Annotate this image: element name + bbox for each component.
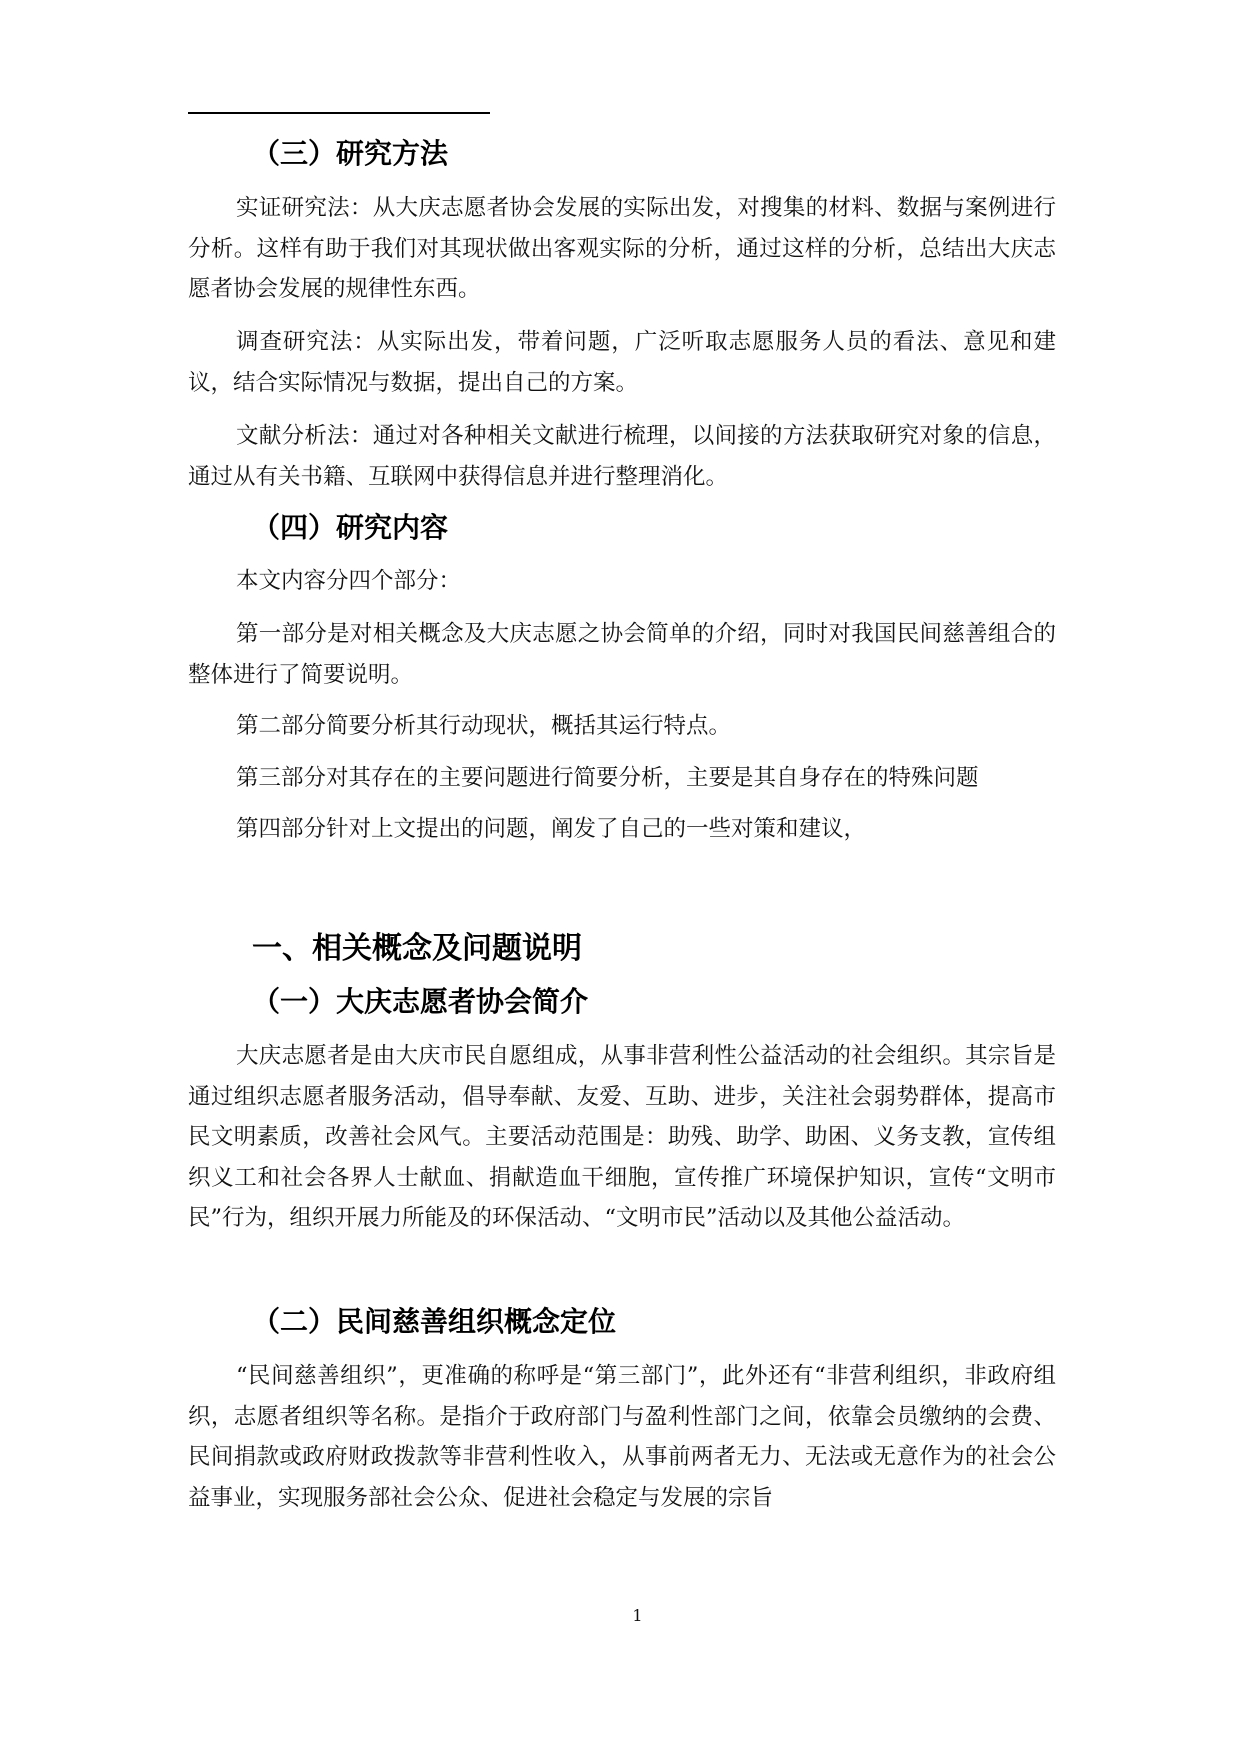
paragraph-empirical-method: 实证研究法：从大庆志愿者协会发展的实际出发，对搜集的材料、数据与案例进行分析。这样有助于我们对其现状做出客观实际的分析，通过这样的分析，总结出大庆志愿者协会发展的规律性东西。 xyxy=(188,195,1056,302)
chapter-heading-concepts: 一、相关概念及问题说明 xyxy=(252,931,582,966)
section-heading-daqing-intro: （一）大庆志愿者协会简介 xyxy=(252,985,589,1018)
page-number: 1 xyxy=(632,1606,643,1625)
research-content-intro: 本文内容分四个部分： xyxy=(236,568,462,594)
research-content-part-four: 第四部分针对上文提出的问题，阐发了自己的一些对策和建议， xyxy=(236,816,867,842)
section-heading-research-methods: （三）研究方法 xyxy=(252,137,449,170)
section-heading-research-content: （四）研究内容 xyxy=(252,511,449,544)
paragraph-charity-definition: “民间慈善组织”，更准确的称呼是“第三部门”，此外还有“非营利组织，非政府组织，志愿者组织等名称。是指介于政府部门与盈利性部门之间，依靠会员缴纳的会费、民间捐款或政府财政拨款等非营利性收入，从事前两者无力、无法或无意作为的社会公益事业，实现服务部社会公众、促进社会稳定与发展的宗旨 xyxy=(188,1363,1056,1511)
paragraph-daqing-intro: 大庆志愿者是由大庆市民自愿组成，从事非营利性公益活动的社会组织。其宗旨是通过组织志愿者服务活动，倡导奉献、友爱、互助、进步，关注社会弱势群体，提高市民文明素质，改善社会风气。主要活动范围是：助残、助学、助困、义务支教，宣传组织义工和社会各界人士献血、捐献造血干细胞，宣传推广环境保护知识，宣传“文明市民”行为，组织开展力所能及的环保活动、“文明市民”活动以及其他公益活动。 xyxy=(188,1043,1056,1231)
research-content-part-one: 第一部分是对相关概念及大庆志愿之协会简单的介绍，同时对我国民间慈善组合的整体进行了简要说明。 xyxy=(188,621,1056,688)
footnote-separator-line xyxy=(188,112,490,114)
paragraph-survey-method: 调查研究法：从实际出发，带着问题，广泛听取志愿服务人员的看法、意见和建议，结合实际情况与数据，提出自己的方案。 xyxy=(188,329,1056,396)
research-content-part-two: 第二部分简要分析其行动现状，概括其运行特点。 xyxy=(236,713,732,739)
research-content-part-three: 第三部分对其存在的主要问题进行简要分析，主要是其自身存在的特殊问题 xyxy=(236,765,979,791)
paragraph-literature-method: 文献分析法：通过对各种相关文献进行梳理，以间接的方法获取研究对象的信息，通过从有关书籍、互联网中获得信息并进行整理消化。 xyxy=(188,423,1056,490)
section-heading-charity-definition: （二）民间慈善组织概念定位 xyxy=(252,1305,617,1338)
